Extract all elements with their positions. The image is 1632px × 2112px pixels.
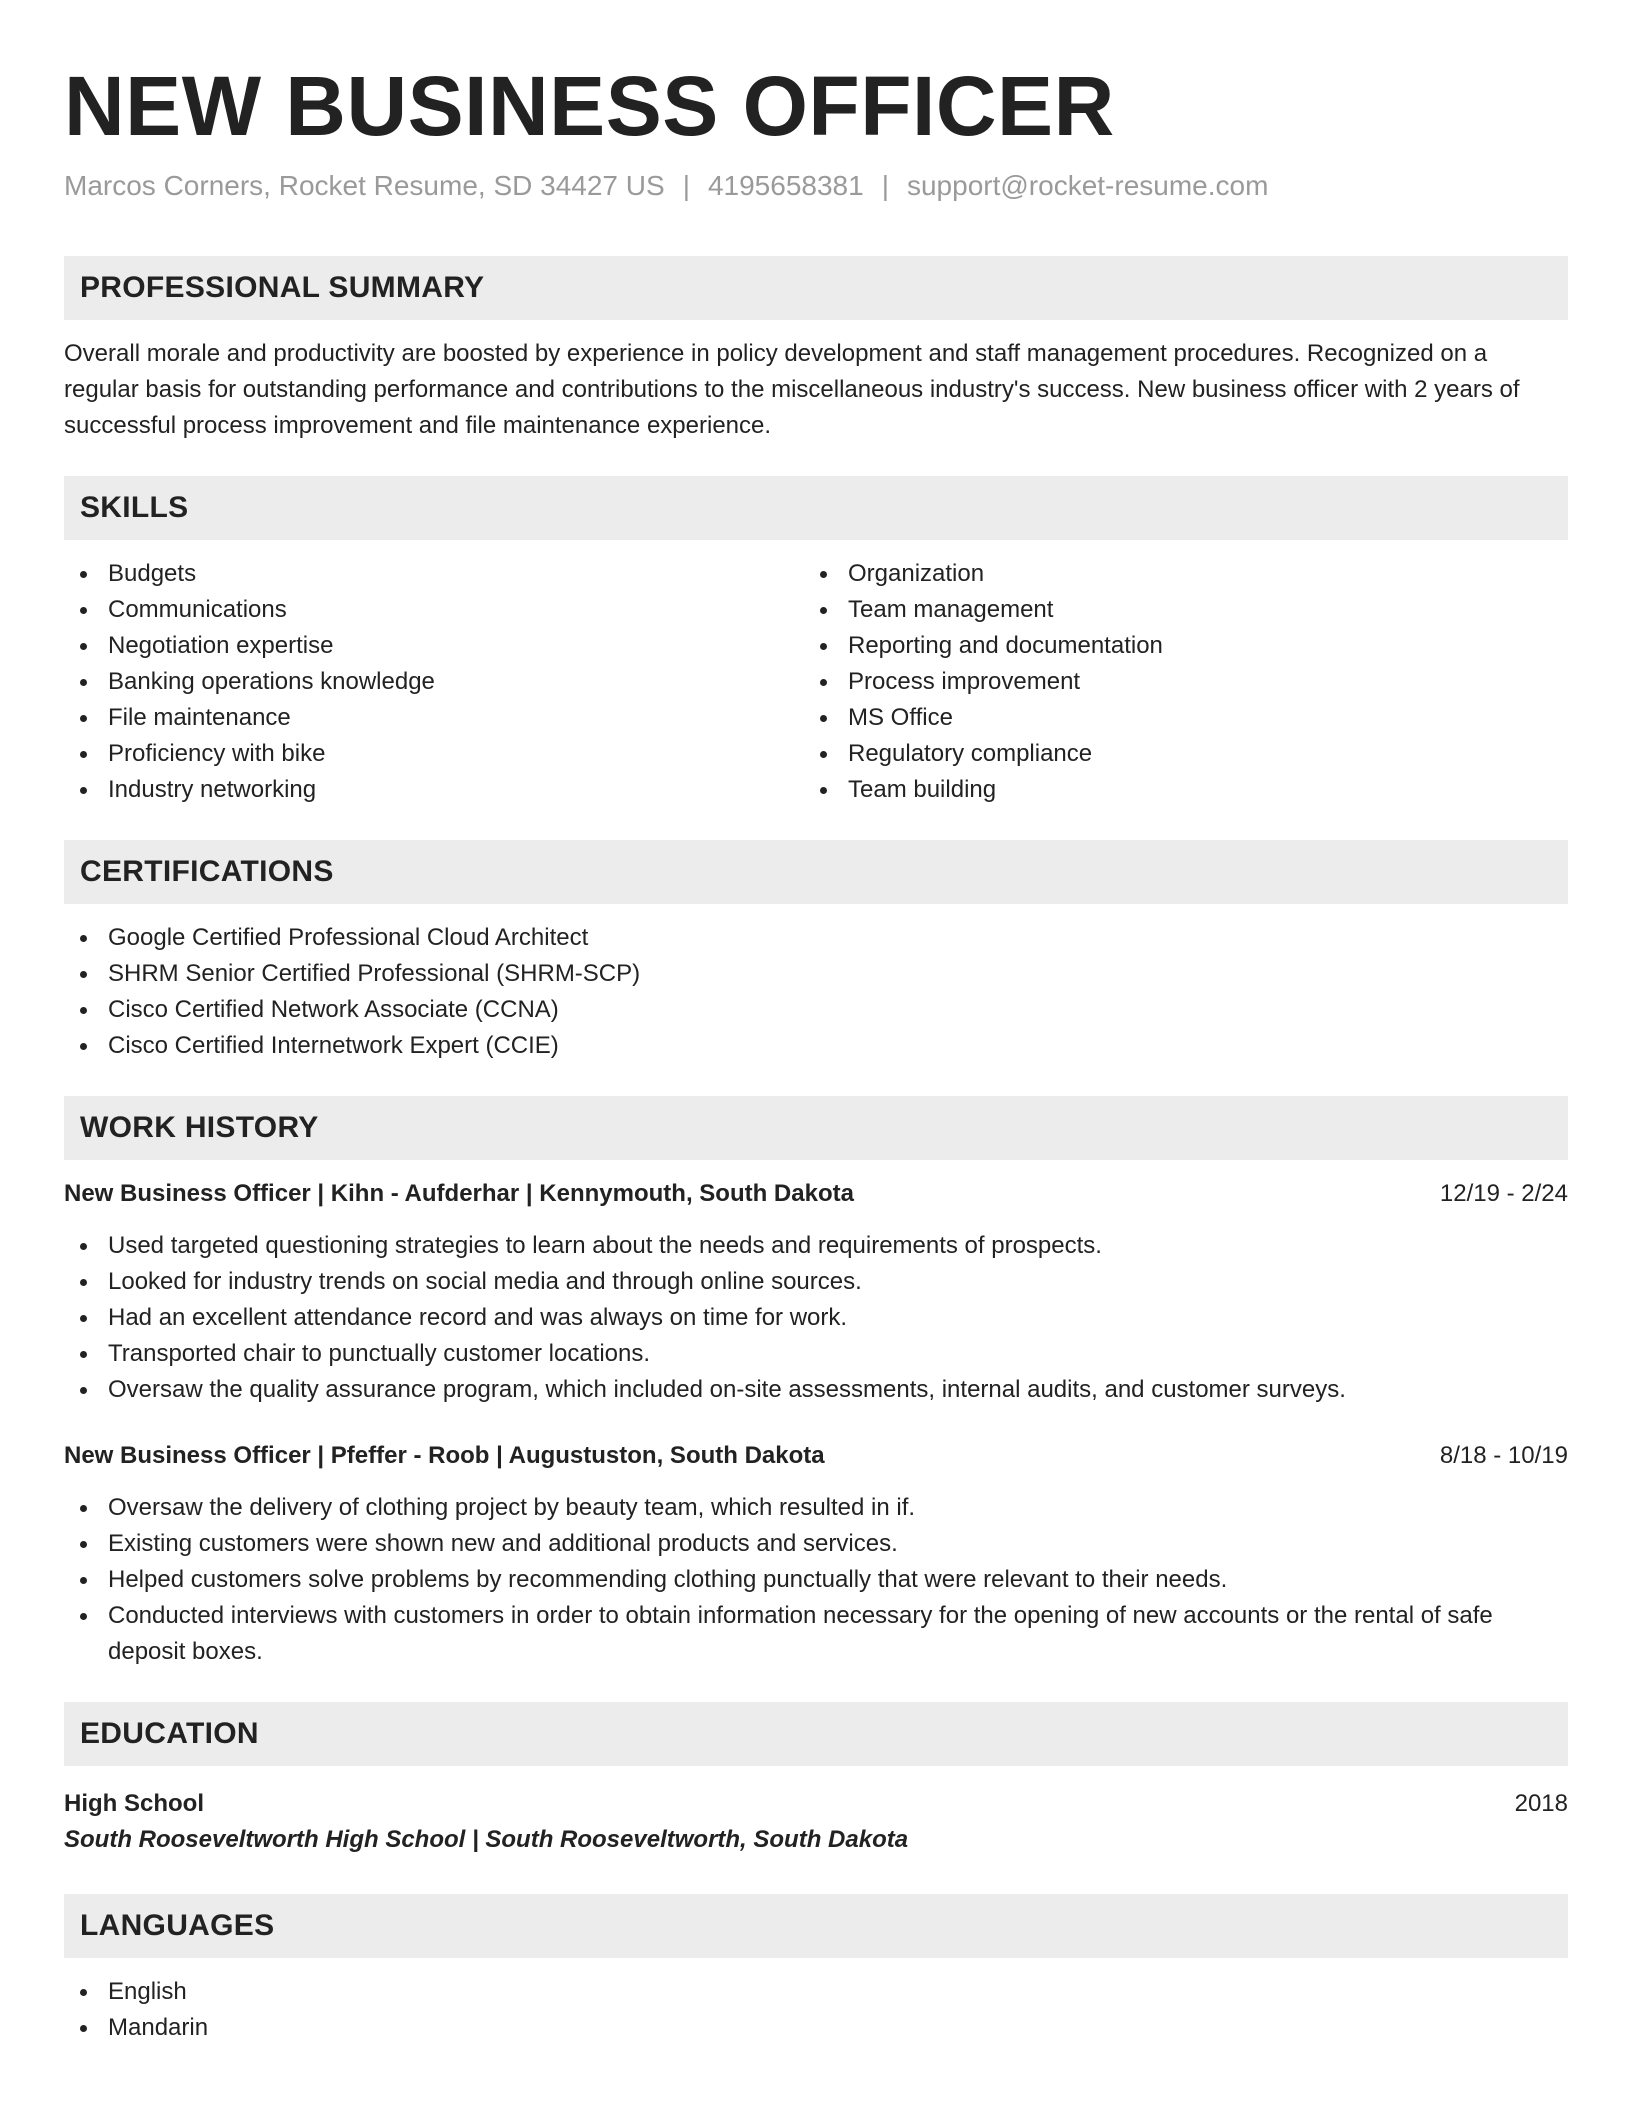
list-item: Regulatory compliance bbox=[804, 736, 1544, 772]
list-item: Transported chair to punctually customer locations. bbox=[64, 1336, 1568, 1372]
skills-grid bbox=[64, 556, 1568, 808]
section-header-education: EDUCATION bbox=[64, 1702, 1568, 1766]
section-header-work-history: WORK HISTORY bbox=[64, 1096, 1568, 1160]
list-item: Organization bbox=[804, 556, 1544, 592]
list-item: Cisco Certified Network Associate (CCNA) bbox=[64, 992, 1568, 1028]
skills-right-list bbox=[804, 556, 1544, 808]
list-item: Conducted interviews with customers in order to obtain information necessary for the opening of new accounts or the rental of safe deposit boxes. bbox=[64, 1598, 1568, 1670]
skills-left-list bbox=[64, 556, 804, 808]
list-item: Budgets bbox=[64, 556, 804, 592]
list-item: Google Certified Professional Cloud Architect bbox=[64, 920, 1568, 956]
list-item: MS Office bbox=[804, 700, 1544, 736]
job-title: New Business Officer | Pfeffer - Roob | Augustuston, South Dakota bbox=[64, 1442, 825, 1469]
contact-phone: 4195658381 bbox=[707, 170, 864, 201]
list-item: English bbox=[64, 1974, 1568, 2010]
list-item: Reporting and documentation bbox=[804, 628, 1544, 664]
list-item: Team management bbox=[804, 592, 1544, 628]
education-degree: High School bbox=[64, 1790, 204, 1817]
contact-address: Marcos Corners, Rocket Resume, SD 34427 US bbox=[64, 170, 665, 201]
job-title: New Business Officer | Kihn - Aufderhar | Kennymouth, South Dakota bbox=[64, 1180, 854, 1207]
resume-name: NEW BUSINESS OFFICER bbox=[64, 59, 1115, 153]
contact-separator: | bbox=[881, 170, 889, 201]
list-item: Cisco Certified Internetwork Expert (CCIE) bbox=[64, 1028, 1568, 1064]
list-item: Mandarin bbox=[64, 2010, 1568, 2046]
certifications-list bbox=[64, 920, 1568, 1064]
languages-list bbox=[64, 1974, 1568, 2046]
job-bullets bbox=[64, 1490, 1568, 1670]
list-item: Oversaw the quality assurance program, which included on-site assessments, internal audits, and customer surveys. bbox=[64, 1372, 1568, 1408]
education-year: 2018 bbox=[1514, 1790, 1568, 1817]
summary-text: Overall morale and productivity are boosted by experience in policy development and staff management procedures. Recognized on a regular basis for outstanding performance and contributions to the miscellaneous industry's success. New business officer with 2 years of successful process improvement and file maintenance experience. bbox=[64, 340, 1520, 439]
contact-separator: | bbox=[682, 170, 690, 201]
section-header-languages: LANGUAGES bbox=[64, 1894, 1568, 1958]
list-item: Communications bbox=[64, 592, 804, 628]
education-school: South Rooseveltworth High School | South Rooseveltworth, South Dakota bbox=[64, 1826, 909, 1853]
list-item: Used targeted questioning strategies to learn about the needs and requirements of prospects. bbox=[64, 1228, 1568, 1264]
job-dates: 8/18 - 10/19 bbox=[1439, 1442, 1568, 1469]
section-header-certifications: CERTIFICATIONS bbox=[64, 840, 1568, 904]
job-dates: 12/19 - 2/24 bbox=[1439, 1180, 1568, 1207]
list-item: Existing customers were shown new and additional products and services. bbox=[64, 1526, 1568, 1562]
list-item: Had an excellent attendance record and was always on time for work. bbox=[64, 1300, 1568, 1336]
list-item: Oversaw the delivery of clothing project by beauty team, which resulted in if. bbox=[64, 1490, 1568, 1526]
section-header-skills: SKILLS bbox=[64, 476, 1568, 540]
job-bullets bbox=[64, 1228, 1568, 1408]
list-item: Looked for industry trends on social media and through online sources. bbox=[64, 1264, 1568, 1300]
contact-email: support@rocket-resume.com bbox=[906, 170, 1269, 201]
list-item: Industry networking bbox=[64, 772, 804, 808]
job-header bbox=[64, 1438, 1568, 1474]
list-item: Process improvement bbox=[804, 664, 1544, 700]
education-header bbox=[64, 1786, 1568, 1822]
list-item: Helped customers solve problems by recommending clothing punctually that were relevant to their needs. bbox=[64, 1562, 1568, 1598]
list-item: Banking operations knowledge bbox=[64, 664, 804, 700]
list-item: SHRM Senior Certified Professional (SHRM-SCP) bbox=[64, 956, 1568, 992]
job-header bbox=[64, 1176, 1568, 1212]
contact-line bbox=[64, 168, 1568, 204]
list-item: Proficiency with bike bbox=[64, 736, 804, 772]
list-item: Negotiation expertise bbox=[64, 628, 804, 664]
list-item: Team building bbox=[804, 772, 1544, 808]
section-header-summary: PROFESSIONAL SUMMARY bbox=[64, 256, 1568, 320]
list-item: File maintenance bbox=[64, 700, 804, 736]
